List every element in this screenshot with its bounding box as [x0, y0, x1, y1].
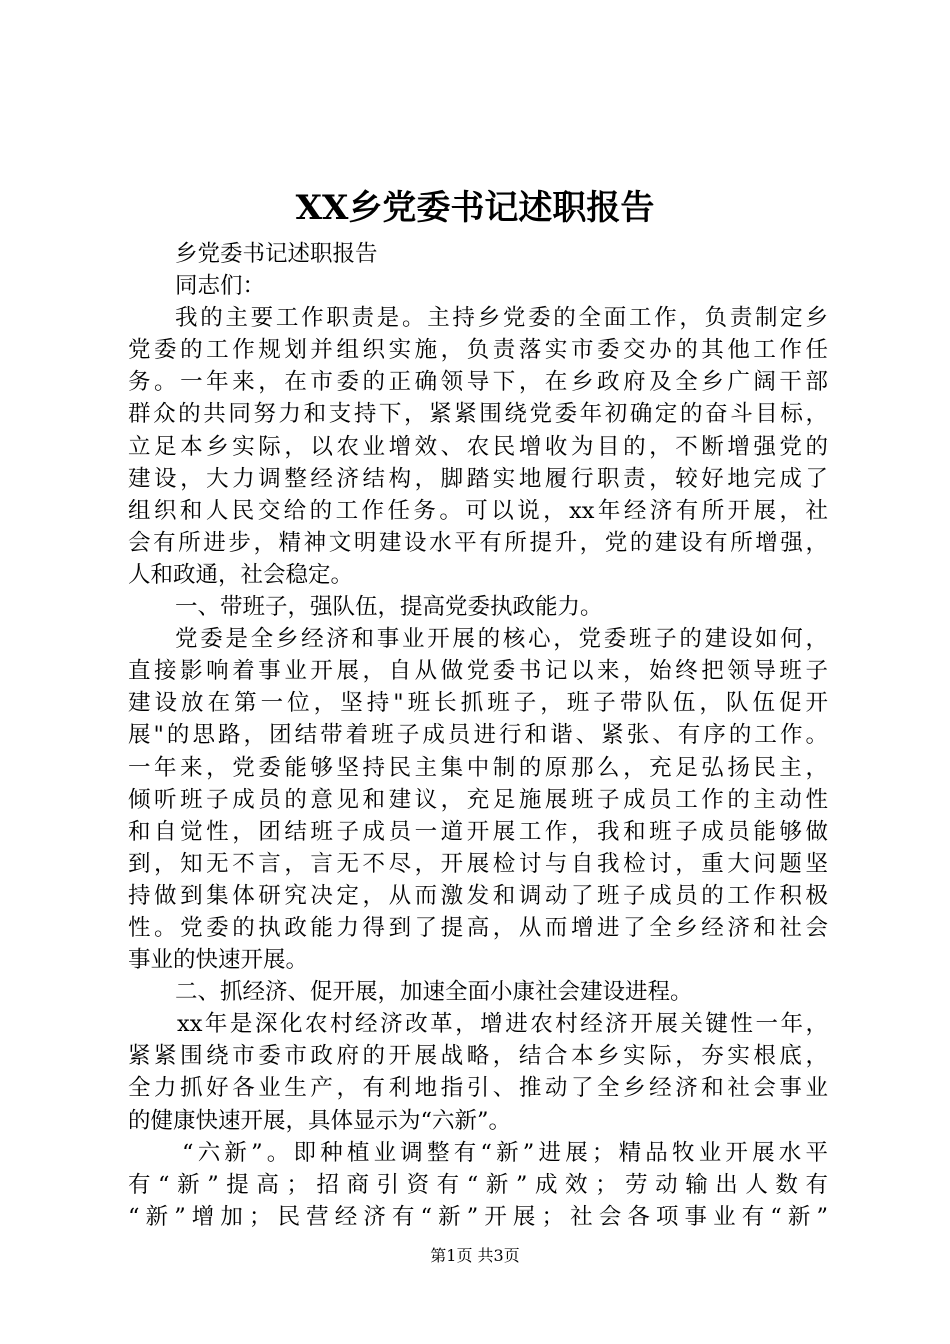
paragraph-line: 党委是全乡经济和事业开展的核心，党委班子的建设如何，: [175, 626, 828, 653]
paragraph-line: “新”增加；民营经济有“新”开展；社会各项事业有“新”: [128, 1203, 828, 1230]
paragraph-line: 的健康快速开展，具体显示为“六新”。: [128, 1107, 512, 1134]
paragraph-line: 人和政通，社会稳定。: [128, 561, 354, 588]
paragraph-line: 建设，大力调整经济结构，脚踏实地履行职责，较好地完成了: [128, 465, 828, 492]
paragraph-line: 务。一年来，在市委的正确领导下，在乡政府及全乡广阔干部: [128, 369, 828, 396]
paragraph-line: 建设放在第一位，坚持"班长抓班子，班子带队伍，队伍促开: [128, 690, 828, 717]
paragraph-line: 性。党委的执政能力得到了提高，从而增进了全乡经济和社会: [128, 914, 828, 941]
paragraph-line: 会有所进步，精神文明建设水平有所提升，党的建设有所增强，: [128, 529, 828, 556]
section-heading: 一、带班子，强队伍，提高党委执政能力。: [175, 594, 603, 621]
document-title: XX乡党委书记述职报告: [295, 188, 655, 228]
paragraph-line: 到，知无不言，言无不尽，开展检讨与自我检讨，重大问题坚: [128, 850, 828, 877]
subtitle-line: 乡党委书记述职报告: [175, 241, 378, 267]
paragraph-line: 组织和人民交给的工作任务。可以说，xx年经济有所开展，社: [128, 497, 828, 524]
paragraph-line: 直接影响着事业开展，自从做党委书记以来，始终把领导班子: [128, 658, 828, 685]
paragraph-line: 我的主要工作职责是。主持乡党委的全面工作，负责制定乡: [175, 305, 828, 332]
paragraph-line: 倾听班子成员的意见和建议，充足施展班子成员工作的主动性: [128, 786, 828, 813]
paragraph-line: 紧紧围绕市委市政府的开展战略，结合本乡实际，夯实根底，: [128, 1043, 828, 1070]
page-number-footer: 第1页 共3页: [430, 1246, 520, 1265]
salutation-line: 同志们：: [175, 273, 266, 300]
paragraph-line: 事业的快速开展。: [128, 947, 309, 974]
paragraph-line: 党委的工作规划并组织实施，负责落实市委交办的其他工作任: [128, 337, 828, 364]
paragraph-line: 有“新”提高；招商引资有“新”成效；劳动输出人数有: [128, 1171, 828, 1198]
paragraph-line: 立足本乡实际，以农业增效、农民增收为目的，不断增强党的: [128, 433, 828, 460]
document-body: [128, 238, 828, 1233]
section-heading: 二、抓经济、促开展，加速全面小康社会建设进程。: [175, 979, 693, 1006]
paragraph-line: 展"的思路，团结带着班子成员进行和谐、紧张、有序的工作。: [128, 722, 828, 749]
paragraph-line: 持做到集体研究决定，从而激发和调动了班子成员的工作积极: [128, 882, 828, 909]
paragraph-line: 群众的共同努力和支持下，紧紧围绕党委年初确定的奋斗目标，: [128, 401, 828, 428]
paragraph-line: 和自觉性，团结班子成员一道开展工作，我和班子成员能够做: [128, 818, 828, 845]
paragraph-line: 一年来，党委能够坚持民主集中制的原那么，充足弘扬民主，: [128, 754, 828, 781]
paragraph-line: xx年是深化农村经济改革，增进农村经济开展关键性一年，: [177, 1011, 828, 1038]
paragraph-line: 全力抓好各业生产，有利地指引、推动了全乡经济和社会事业: [128, 1075, 828, 1102]
paragraph-line: “六新”。即种植业调整有“新”进展；精品牧业开展水平: [182, 1139, 828, 1166]
